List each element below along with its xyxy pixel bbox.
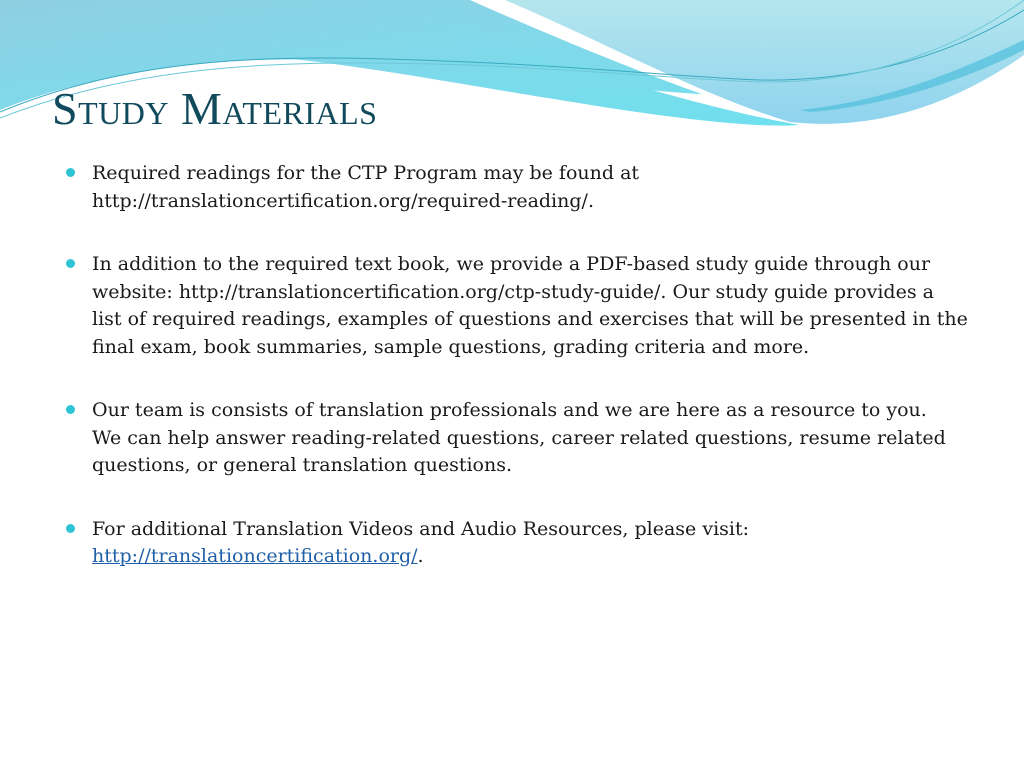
bullet-text-line: Our team is consists of translation professionals and we are here as a resource to you. xyxy=(92,399,927,421)
bullet-team xyxy=(66,397,996,480)
bullet-text-line: questions, or general translation questions. xyxy=(92,454,513,476)
bullet-text-line: http://translationcertification.org/required-reading/. xyxy=(92,189,594,212)
slide-title: Study Materials xyxy=(52,83,378,134)
bullet-text-line: For additional Translation Videos and Audio Resources, please visit: xyxy=(92,517,750,540)
bullet-text-line: final exam, book summaries, sample questions, grading criteria and more. xyxy=(92,335,810,358)
bullet-dot-icon xyxy=(66,524,75,533)
bullet-text-line: Required readings for the CTP Program may be found at xyxy=(92,162,640,184)
bullet-dot-icon xyxy=(66,259,75,268)
bullet-link-line xyxy=(92,543,996,571)
bullet-text-line: We can help answer reading-related questions, career related questions, resume related xyxy=(92,426,946,449)
bullet-text-line: In addition to the required text book, we provide a PDF-based study guide through our xyxy=(92,253,931,275)
bullet-text-line: website: http://translationcertification.org/ctp-study-guide/. Our study guide provides a xyxy=(92,280,934,303)
bullet-dot-icon xyxy=(66,168,75,177)
bullet-text-line: list of required readings, examples of questions and exercises that will be presented in the xyxy=(92,308,968,330)
website-link[interactable]: http://translationcertification.org/ xyxy=(92,545,418,567)
bullet-dot-icon xyxy=(66,405,75,414)
bullet-additional-resources xyxy=(66,516,996,571)
link-suffix: . xyxy=(417,545,424,567)
bullet-required-readings xyxy=(66,160,996,215)
bullet-study-guide xyxy=(66,251,996,361)
bullet-list xyxy=(66,160,996,607)
